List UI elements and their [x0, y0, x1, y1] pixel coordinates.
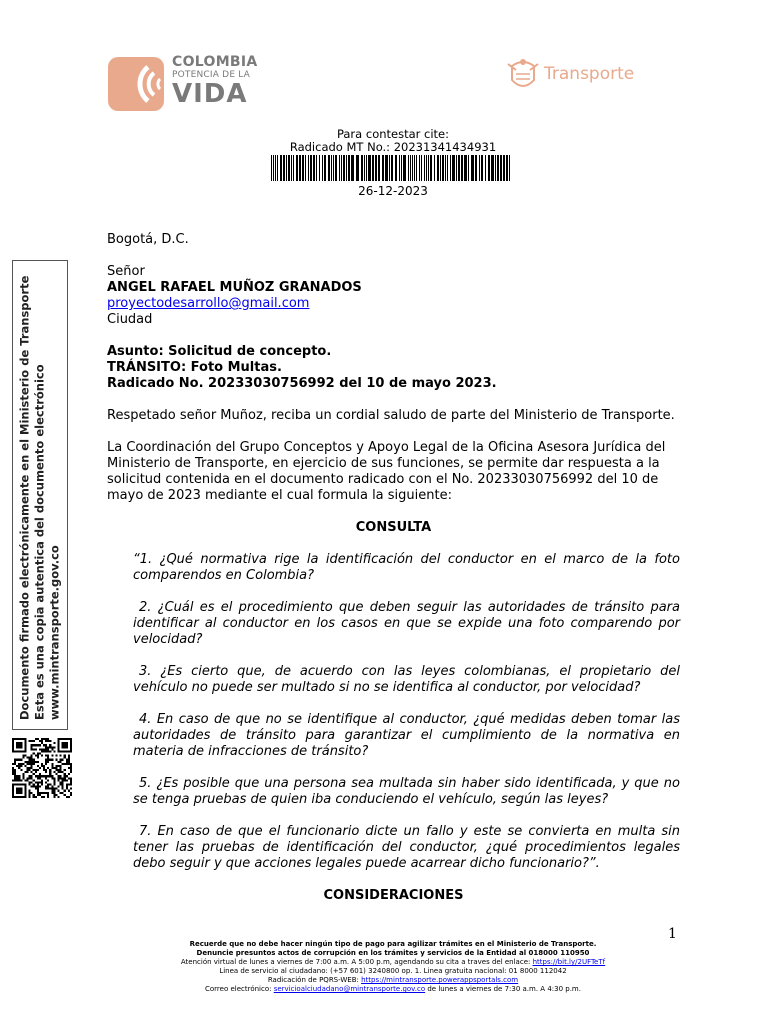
footer-pqrs: [100, 976, 686, 985]
signature-line1: Documento firmado electrónicamente en el Ministerio de Transporte: [17, 275, 32, 720]
footer-email-label: Correo electrónico:: [205, 985, 274, 993]
footer-pqrs-text: Radicación de PQRS-WEB:: [267, 976, 362, 984]
footer-pqrs-link[interactable]: https://mintransporte.powerappsportals.com: [361, 976, 519, 984]
recipient-city: Ciudad: [107, 312, 153, 327]
salutation-title: Señor: [107, 264, 145, 279]
transporte-logo-text: Transporte: [544, 64, 635, 84]
qr-code-icon: [12, 737, 72, 799]
question-item: 5. ¿Es posible que una persona sea multada sin haber sido identificada, y que no se tenga pruebas de quien iba conduciendo el vehículo, según las leyes?: [133, 776, 680, 807]
cite-date: 26-12-2023: [358, 184, 428, 198]
signature-line3: www.mintransporte.gov.co: [47, 545, 62, 720]
transporte-logo: [506, 56, 636, 96]
signature-line2: Esta es una copia autentica del documento electrónico: [32, 364, 47, 720]
footer-phone-lines: Linea de servicio al ciudadano: (+57 601) 3240800 op. 1. Linea gratuita nacional: 01 8000 112042: [219, 967, 567, 975]
consideraciones-heading: CONSIDERACIONES: [323, 888, 464, 903]
city-date: Bogotá, D.C.: [107, 232, 189, 247]
footer-payment-warning: Recuerde que no debe hacer ningún tipo de pago para agilizar trámites en el Ministerio de Transporte.: [189, 940, 597, 948]
logo-line2: POTENCIA DE LA: [172, 70, 251, 80]
citation-block: [240, 128, 546, 154]
recipient-email-link[interactable]: proyectodesarrollo@gmail.com: [107, 296, 310, 311]
subject-line: Asunto: Solicitud de concepto.: [107, 344, 332, 359]
question-item: 2. ¿Cuál es el procedimiento que deben seguir las autoridades de tránsito para identificar al conductor en los casos en que se expide una foto comparendo por velocidad?: [133, 600, 680, 647]
question-item: “1. ¿Qué normativa rige la identificación del conductor en el marco de la foto comparendos en Colombia?: [133, 552, 680, 583]
footer-appointment-link[interactable]: https://bit.ly/2UFTeTf: [532, 958, 606, 966]
page-number: 1: [668, 926, 677, 942]
question-item: 4. En caso de que no se identifique al conductor, ¿qué medidas deben tomar las autoridades de tránsito para garantizar el cumplimiento de la normativa en materia de infracciones de tránsito?: [133, 712, 680, 759]
subject-radicado: Radicado No. 20233030756992 del 10 de mayo 2023.: [107, 376, 497, 391]
colombia-potencia-logo: [108, 55, 258, 115]
footer-email: [100, 985, 686, 994]
logo-line3: VIDA: [172, 79, 248, 109]
intro-paragraph: La Coordinación del Grupo Conceptos y Apoyo Legal de la Oficina Asesora Jurídica del Ministerio de Transporte, en ejercicio de sus funciones, se permite dar respuesta a la solicitud contenida en el documento radicado con el No. 20233030756992 del 10 de mayo de 2023 mediante el cual formula la siguiente:: [107, 440, 666, 503]
radicado-number: Radicado MT No.: 20231341434931: [289, 140, 497, 154]
cite-label: Para contestar cite:: [336, 127, 450, 141]
question-item: 7. En caso de que el funcionario dicte un fallo y este se convierta en multa sin tener las pruebas de identificación del conductor, ¿qué procedimientos legales debo seguir y que acciones legales puede acarrear dicho funcionario?”.: [133, 824, 680, 871]
consulta-heading: CONSULTA: [355, 520, 432, 535]
footer-email-hours: de lunes a viernes de 7:30 a.m. A 4:30 p.m.: [425, 985, 581, 993]
electronic-signature-box: [12, 260, 68, 730]
logo-text: [172, 55, 258, 108]
recipient-name: ANGEL RAFAEL MUÑOZ GRANADOS: [107, 280, 362, 295]
page-footer: [100, 940, 686, 994]
logo-emblem-icon: [108, 57, 168, 113]
footer-corruption-notice: Denuncie presuntos actos de corrupción en los trámites y servicios de la Entidad al 018000 110950: [196, 949, 590, 957]
footer-email-link[interactable]: servicioalciudadano@mintransporte.gov.co: [273, 985, 426, 993]
electronic-signature-text: [18, 270, 63, 720]
subject-topic: TRÁNSITO: Foto Multas.: [107, 360, 282, 375]
footer-virtual-attention: [100, 958, 686, 967]
logo-line1: COLOMBIA: [172, 54, 258, 70]
barcode: [271, 155, 511, 181]
footer-virtual-text: Atención virtual de lunes a viernes de 7:00 a.m. A 5:00 p.m, agendando su cita a traves del enlace:: [180, 958, 533, 966]
greeting-paragraph: Respetado señor Muñoz, reciba un cordial saludo de parte del Ministerio de Transporte.: [107, 408, 675, 423]
coat-of-arms-icon: [506, 56, 540, 96]
letter-body: [107, 232, 680, 904]
question-item: 3. ¿Es cierto que, de acuerdo con las leyes colombianas, el propietario del vehículo no puede ser multado si no se identifica al conductor, por velocidad?: [133, 664, 680, 695]
